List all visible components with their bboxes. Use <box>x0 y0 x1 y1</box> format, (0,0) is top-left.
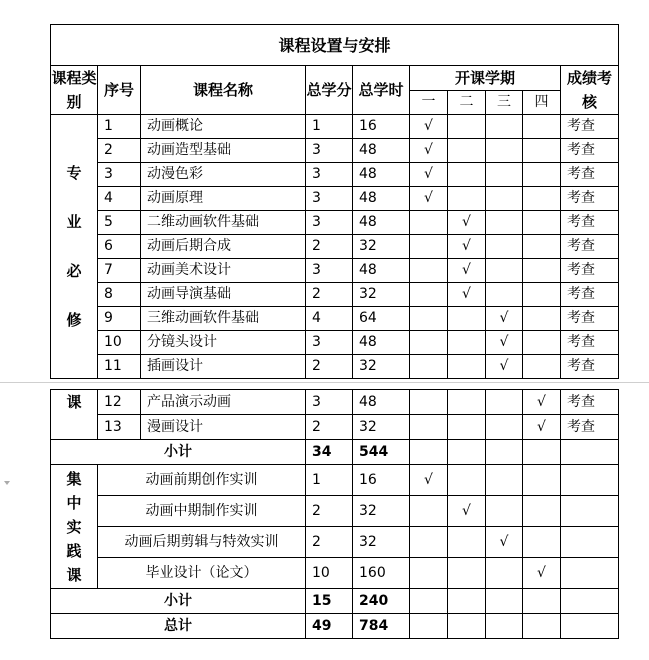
semester-check-icon: √ <box>410 465 448 496</box>
semester-cell <box>523 527 561 558</box>
category-char: 课 <box>66 565 82 584</box>
course-assess: 考查 <box>561 331 619 355</box>
course-name: 动画导演基础 <box>141 283 306 307</box>
header-credits: 总学分 <box>306 66 353 115</box>
semester-cell <box>448 115 486 139</box>
course-credits: 3 <box>306 187 353 211</box>
semester-cell <box>410 355 448 379</box>
header-seq: 序号 <box>98 66 141 115</box>
course-assess: 考查 <box>561 211 619 235</box>
subtotal2-credits: 15 <box>306 589 353 614</box>
practice-hours: 32 <box>353 527 410 558</box>
semester-cell <box>448 139 486 163</box>
category-char: 集 <box>66 469 82 488</box>
course-assess: 考查 <box>561 235 619 259</box>
course-hours: 32 <box>353 283 410 307</box>
semester-cell <box>523 307 561 331</box>
table-row <box>51 115 619 139</box>
semester-check-icon: √ <box>448 259 486 283</box>
practice-name: 动画中期制作实训 <box>98 496 306 527</box>
course-table-part1 <box>50 24 619 379</box>
course-assess: 考查 <box>561 163 619 187</box>
semester-check-icon: √ <box>410 187 448 211</box>
header-hours: 总学时 <box>353 66 410 115</box>
header-sem-4: 四 <box>523 90 561 115</box>
course-seq: 8 <box>98 283 141 307</box>
course-seq: 12 <box>98 390 141 415</box>
practice-credits: 1 <box>306 465 353 496</box>
header-sem-2: 二 <box>448 90 486 115</box>
practice-hours: 16 <box>353 465 410 496</box>
course-table-part2 <box>50 389 619 639</box>
course-seq: 10 <box>98 331 141 355</box>
subtotal2-hours: 240 <box>353 589 410 614</box>
semester-cell <box>486 283 523 307</box>
table-row <box>51 355 619 379</box>
semester-cell <box>410 390 448 415</box>
table-row <box>51 465 619 496</box>
semester-cell <box>523 211 561 235</box>
course-hours: 48 <box>353 331 410 355</box>
practice-credits: 2 <box>306 527 353 558</box>
course-credits: 3 <box>306 390 353 415</box>
category-char: 业 <box>66 212 82 231</box>
header-assess: 成绩考核 <box>561 66 619 115</box>
practice-assess <box>561 558 619 589</box>
semester-cell <box>523 465 561 496</box>
course-assess: 考查 <box>561 415 619 440</box>
course-seq: 1 <box>98 115 141 139</box>
semester-cell <box>523 163 561 187</box>
category-label-major <box>51 115 98 379</box>
semester-cell <box>410 283 448 307</box>
semester-cell <box>486 415 523 440</box>
course-hours: 48 <box>353 259 410 283</box>
semester-cell <box>486 163 523 187</box>
course-name: 插画设计 <box>141 355 306 379</box>
course-name: 动画概论 <box>141 115 306 139</box>
course-name: 分镜头设计 <box>141 331 306 355</box>
semester-cell <box>486 465 523 496</box>
header-name: 课程名称 <box>141 66 306 115</box>
course-assess: 考查 <box>561 390 619 415</box>
table-row <box>51 307 619 331</box>
course-assess: 考查 <box>561 115 619 139</box>
table-row <box>51 390 619 415</box>
practice-assess <box>561 527 619 558</box>
total-credits: 49 <box>306 614 353 639</box>
course-credits: 2 <box>306 355 353 379</box>
semester-cell <box>448 527 486 558</box>
course-name: 漫画设计 <box>141 415 306 440</box>
semester-check-icon: √ <box>486 527 523 558</box>
practice-assess <box>561 496 619 527</box>
category-char: 实 <box>66 517 82 536</box>
semester-check-icon: √ <box>486 331 523 355</box>
group1-rows-a <box>51 115 619 379</box>
course-hours: 32 <box>353 415 410 440</box>
course-assess: 考查 <box>561 283 619 307</box>
course-seq: 7 <box>98 259 141 283</box>
semester-cell <box>523 355 561 379</box>
table-row <box>51 211 619 235</box>
semester-cell <box>448 163 486 187</box>
practice-hours: 32 <box>353 496 410 527</box>
semester-check-icon: √ <box>486 355 523 379</box>
page-break-line <box>0 382 649 383</box>
category-char: 修 <box>66 310 82 329</box>
total-hours: 784 <box>353 614 410 639</box>
course-credits: 3 <box>306 139 353 163</box>
page-break <box>50 379 618 389</box>
semester-check-icon: √ <box>523 415 561 440</box>
group2-rows <box>51 465 619 589</box>
category-label-major-cont: 课 <box>51 390 98 440</box>
semester-check-icon: √ <box>523 558 561 589</box>
subtotal1-hours: 544 <box>353 440 410 465</box>
course-seq: 2 <box>98 139 141 163</box>
total-label: 总计 <box>51 614 306 639</box>
table-row <box>51 283 619 307</box>
semester-cell <box>523 331 561 355</box>
semester-cell <box>448 355 486 379</box>
header-sem-1: 一 <box>410 90 448 115</box>
practice-name: 动画前期创作实训 <box>98 465 306 496</box>
course-hours: 48 <box>353 139 410 163</box>
semester-cell <box>448 307 486 331</box>
course-seq: 3 <box>98 163 141 187</box>
semester-cell <box>523 187 561 211</box>
course-hours: 48 <box>353 163 410 187</box>
practice-name: 动画后期剪辑与特效实训 <box>98 527 306 558</box>
course-seq: 11 <box>98 355 141 379</box>
course-assess: 考查 <box>561 355 619 379</box>
semester-check-icon: √ <box>448 211 486 235</box>
table-row <box>51 415 619 440</box>
course-name: 动画美术设计 <box>141 259 306 283</box>
semester-cell <box>448 331 486 355</box>
semester-cell <box>523 139 561 163</box>
course-seq: 5 <box>98 211 141 235</box>
group1-rows-b <box>51 390 619 440</box>
semester-cell <box>448 415 486 440</box>
practice-name: 毕业设计（论文） <box>98 558 306 589</box>
semester-check-icon: √ <box>486 307 523 331</box>
practice-credits: 10 <box>306 558 353 589</box>
semester-cell <box>486 496 523 527</box>
table-title: 课程设置与安排 <box>51 25 619 66</box>
table-row <box>51 163 619 187</box>
course-seq: 13 <box>98 415 141 440</box>
category-char: 中 <box>66 493 82 512</box>
table-row <box>51 259 619 283</box>
semester-cell <box>486 390 523 415</box>
semester-cell <box>448 390 486 415</box>
course-credits: 2 <box>306 235 353 259</box>
course-hours: 16 <box>353 115 410 139</box>
course-credits: 3 <box>306 259 353 283</box>
course-credits: 3 <box>306 211 353 235</box>
course-credits: 3 <box>306 163 353 187</box>
course-hours: 64 <box>353 307 410 331</box>
semester-cell <box>486 558 523 589</box>
semester-cell <box>523 283 561 307</box>
semester-cell <box>410 307 448 331</box>
course-name: 动画原理 <box>141 187 306 211</box>
semester-cell <box>410 331 448 355</box>
semester-cell <box>486 235 523 259</box>
header-semester: 开课学期 <box>410 66 561 91</box>
subtotal1-label: 小计 <box>51 440 306 465</box>
category-char: 践 <box>66 541 82 560</box>
semester-cell <box>448 558 486 589</box>
category-char: 必 <box>66 261 82 280</box>
semester-cell <box>448 465 486 496</box>
course-assess: 考查 <box>561 187 619 211</box>
semester-check-icon: √ <box>448 235 486 259</box>
course-seq: 4 <box>98 187 141 211</box>
course-name: 二维动画软件基础 <box>141 211 306 235</box>
semester-cell <box>523 235 561 259</box>
semester-cell <box>410 259 448 283</box>
practice-credits: 2 <box>306 496 353 527</box>
practice-assess <box>561 465 619 496</box>
semester-cell <box>410 496 448 527</box>
course-name: 动画造型基础 <box>141 139 306 163</box>
course-credits: 1 <box>306 115 353 139</box>
table-row <box>51 187 619 211</box>
course-credits: 4 <box>306 307 353 331</box>
practice-hours: 160 <box>353 558 410 589</box>
table-row <box>51 235 619 259</box>
table-row <box>51 558 619 589</box>
semester-check-icon: √ <box>448 496 486 527</box>
table-row <box>51 496 619 527</box>
course-assess: 考查 <box>561 259 619 283</box>
semester-cell <box>486 259 523 283</box>
semester-cell <box>410 558 448 589</box>
table-row <box>51 139 619 163</box>
category-char: 专 <box>66 163 82 182</box>
course-name: 动画后期合成 <box>141 235 306 259</box>
course-hours: 32 <box>353 235 410 259</box>
semester-cell <box>410 235 448 259</box>
course-assess: 考查 <box>561 139 619 163</box>
semester-cell <box>410 415 448 440</box>
semester-cell <box>410 527 448 558</box>
course-hours: 48 <box>353 187 410 211</box>
header-sem-3: 三 <box>486 90 523 115</box>
semester-check-icon: √ <box>448 283 486 307</box>
semester-check-icon: √ <box>410 115 448 139</box>
category-label-practice <box>51 465 98 589</box>
semester-check-icon: √ <box>523 390 561 415</box>
course-name: 三维动画软件基础 <box>141 307 306 331</box>
course-credits: 2 <box>306 283 353 307</box>
semester-cell <box>523 259 561 283</box>
table-row <box>51 527 619 558</box>
margin-marker-icon <box>4 481 10 485</box>
semester-cell <box>523 115 561 139</box>
semester-cell <box>486 187 523 211</box>
semester-cell <box>486 139 523 163</box>
semester-cell <box>448 187 486 211</box>
course-hours: 32 <box>353 355 410 379</box>
subtotal1-credits: 34 <box>306 440 353 465</box>
header-category: 课程类别 <box>51 66 98 115</box>
subtotal2-label: 小计 <box>51 589 306 614</box>
course-seq: 9 <box>98 307 141 331</box>
table-row <box>51 331 619 355</box>
semester-cell <box>523 496 561 527</box>
course-seq: 6 <box>98 235 141 259</box>
semester-check-icon: √ <box>410 163 448 187</box>
course-name: 产品演示动画 <box>141 390 306 415</box>
course-hours: 48 <box>353 390 410 415</box>
semester-cell <box>486 115 523 139</box>
course-name: 动漫色彩 <box>141 163 306 187</box>
course-credits: 2 <box>306 415 353 440</box>
semester-cell <box>486 211 523 235</box>
course-hours: 48 <box>353 211 410 235</box>
course-schedule <box>50 24 618 639</box>
semester-cell <box>410 211 448 235</box>
course-credits: 3 <box>306 331 353 355</box>
semester-check-icon: √ <box>410 139 448 163</box>
course-assess: 考查 <box>561 307 619 331</box>
